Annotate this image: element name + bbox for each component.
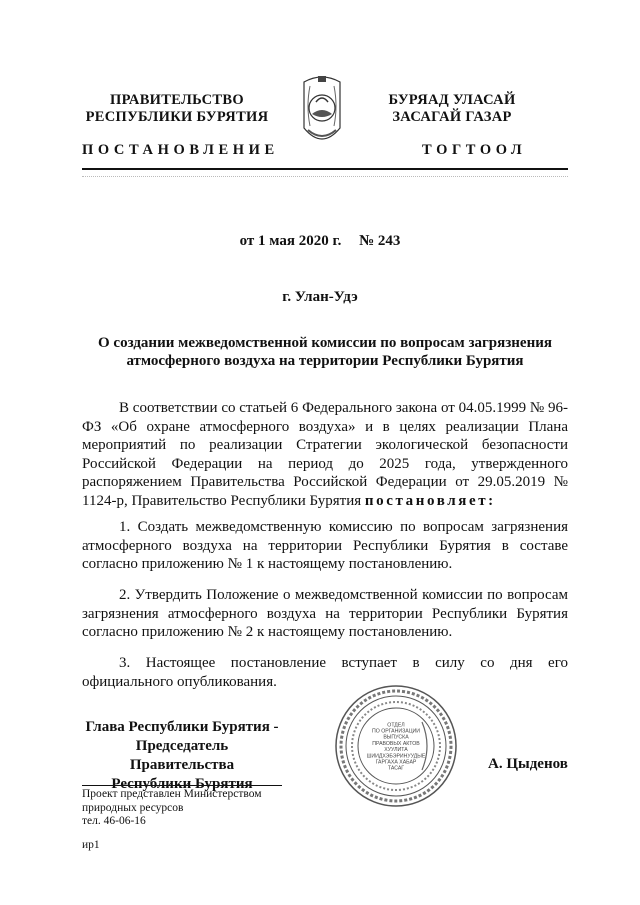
signatory-name: А. Цыденов [488, 756, 568, 772]
date-number-line [0, 233, 640, 250]
title-line2: атмосферного воздуха на территории Республики Бурятия [126, 353, 524, 369]
seal-text-line: ГАРГАХА ХАБАР [375, 759, 417, 766]
header-right-block [372, 92, 532, 126]
header-left-line1: ПРАВИТЕЛЬСТВО [110, 92, 244, 108]
footnote-line1: Проект представлен Министерством [82, 788, 262, 800]
seal-text-line: ОТДЕЛ [387, 722, 405, 729]
header-right-line1: БУРЯАД УЛАСАЙ [388, 92, 516, 108]
footnote-line2: природных ресурсов [82, 801, 184, 814]
item-3-paragraph [82, 654, 568, 691]
item-1-paragraph [82, 518, 568, 574]
doc-type-left: ПОСТАНОВЛЕНИЕ [82, 142, 279, 158]
footnote-line3: тел. 46-06-16 [82, 815, 146, 827]
official-seal-icon [334, 684, 458, 808]
item-2-text: 2. Утвердить Положение о межведомственной комиссии по вопросам загрязнения атмосферного воздуха на территории Республики Бурятия согласно приложению № 2 к настоящему постановлению. [82, 587, 568, 640]
header-left-block [82, 92, 272, 126]
seal-text-line: ВЫПУСКА [383, 734, 409, 741]
position-line3: Республики Бурятия [111, 776, 253, 792]
header-left-line2: РЕСПУБЛИКИ БУРЯТИЯ [85, 109, 269, 125]
header-dotted-divider [82, 176, 568, 177]
document-date: от 1 мая 2020 г. [239, 233, 342, 249]
footnote-divider [82, 785, 282, 786]
footnote-block [82, 788, 262, 829]
executor-initials: ир1 [82, 839, 100, 851]
item-1-text: 1. Создать межведомственную комиссию по вопросам загрязнения атмосферного воздуха на территории Республики Бурятия в составе согласно приложению № 1 к настоящему постановлению. [82, 519, 568, 572]
seal-text-line: ПО ОРГАНИЗАЦИИ [372, 728, 420, 735]
city: г. Улан-Удэ [282, 289, 358, 305]
title-line1: О создании межведомственной комиссии по вопросам загрязнения [98, 335, 552, 351]
seal-text-line: ШИИДХЭБЭРИНУУДЫЕ [366, 753, 426, 760]
position-line2: Председатель Правительства [129, 738, 235, 773]
position-line1: Глава Республики Бурятия - [85, 719, 279, 735]
document-number: № 243 [359, 233, 401, 249]
preamble-paragraph [82, 399, 568, 510]
seal-text-line: ПРАВОВЫХ АКТОВ [372, 740, 420, 747]
document-title [82, 334, 568, 370]
decree-word: постановляет: [364, 492, 496, 509]
preamble-text: В соответствии со статьей 6 Федерального закона от 04.05.1999 № 96-ФЗ «Об охране атмосферного воздуха» и в целях реализации Плана мероприятий по реализации Стратегии экологической безопасности Российской Федерации на период до 2025 года, утвержденного распоряжением Правительства Российской Федерации от 29.05.2019 № 1124-р, Правительство Республики Бурятия [82, 400, 568, 509]
signatory-position [82, 718, 282, 794]
coat-of-arms-icon [296, 70, 348, 158]
item-2-paragraph [82, 586, 568, 642]
seal-text-line: ХУУЛИТА [384, 747, 408, 754]
header-right-line2: ЗАСАГАЙ ГАЗАР [392, 109, 512, 125]
doc-type-right: ТОГТООЛ [422, 142, 527, 158]
seal-text-line: ТАСАГ [387, 765, 405, 772]
header-divider [82, 168, 568, 170]
item-3-text: 3. Настоящее постановление вступает в силу со дня его официального опубликования. [82, 655, 568, 690]
